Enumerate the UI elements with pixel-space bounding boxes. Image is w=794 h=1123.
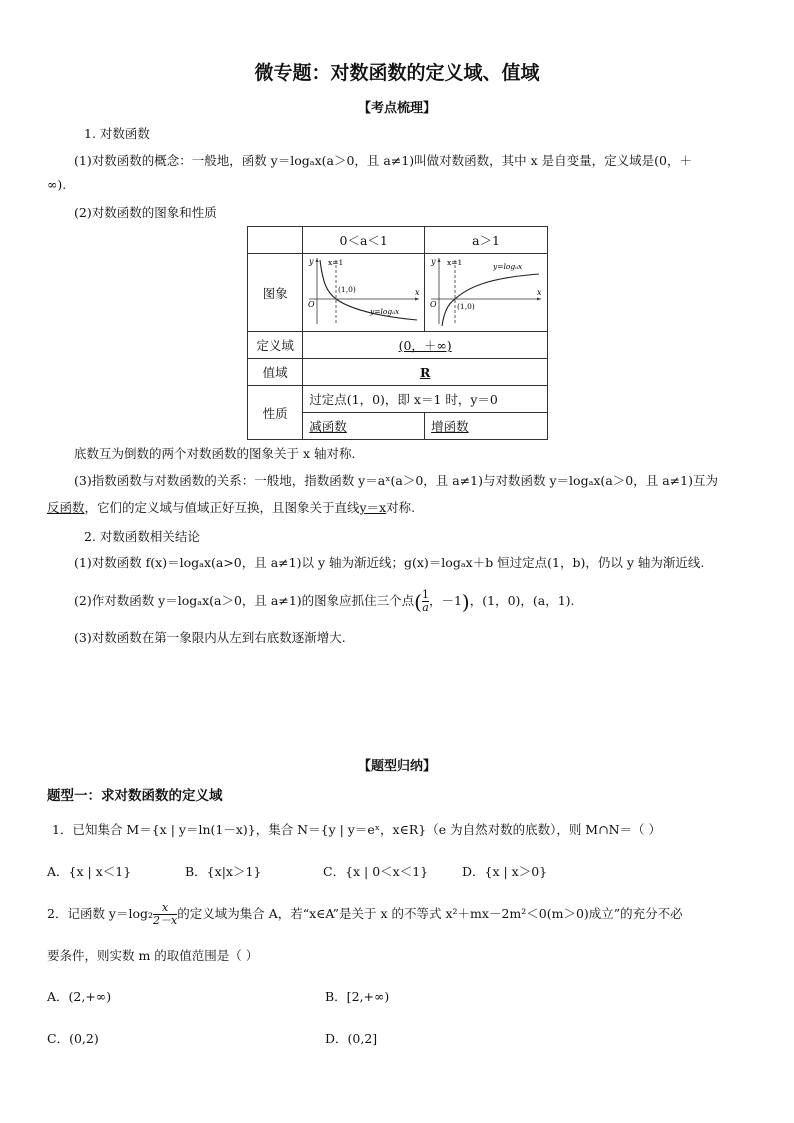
graph-left-origin: O [307, 300, 315, 309]
q2-fraction-denominator: 2－x [153, 914, 178, 927]
point2-line2-end: ，(1，0)，(a，1). [469, 593, 575, 608]
q2-option-d[interactable]: D．(0,2] [325, 1031, 378, 1046]
row-label-range: 值域 [248, 359, 303, 386]
point2-line3: (3)对数函数在第一象限内从左到右底数逐渐增大. [74, 630, 346, 645]
graph-left-function: y=logₐx [369, 307, 399, 316]
type1-heading: 题型一：求对数函数的定义域 [47, 788, 223, 804]
graph-right-function: y=logₐx [493, 262, 523, 271]
q1-option-c[interactable]: C．{x | 0＜x＜1} [323, 864, 429, 879]
section-heading-types: 【题型归纳】 [357, 759, 436, 774]
fraction-denominator: a [422, 601, 429, 614]
q2-stem-line1 [47, 902, 683, 927]
row-label-graph: 图象 [248, 254, 303, 332]
inverse-function-text: ，它们的定义域与值域正好互换，且图象关于直线 [84, 500, 360, 515]
decreasing-log-graph [305, 254, 423, 328]
graph-right-x1-label: x=1 [447, 258, 463, 267]
q2-option-b[interactable]: B．[2,+∞) [325, 989, 390, 1004]
row-label-domain: 定义域 [248, 332, 303, 359]
q2-stem-start: 2．记函数 y＝log₂ [47, 906, 154, 921]
graph-left-y-label: y [308, 257, 314, 266]
point1-line2: (2)对数函数的图象和性质 [74, 205, 217, 220]
graph-left-x1-label: x=1 [327, 258, 343, 267]
inverse-function-end: 对称. [386, 500, 416, 515]
table-corner [248, 227, 303, 254]
q2-fraction [153, 902, 177, 927]
graph-left-point: (1,0) [337, 285, 356, 294]
decreasing-property: 减函数 [303, 413, 425, 440]
fraction-numerator: 1 [421, 588, 429, 601]
point1-line1: (1)对数函数的概念：一般地，函数 y＝logₐx(a＞0，且 a≠1)叫做对数函数，其中 x 是自变量，定义域是(0，＋ [74, 153, 692, 168]
graph-increasing-cell [425, 254, 548, 332]
graph-right-origin: O [430, 300, 437, 309]
paren-close: ) [461, 590, 470, 614]
point1-line1-cont: ∞). [47, 177, 67, 192]
header-a-gt-1: a＞1 [425, 227, 548, 254]
point2-line2 [74, 589, 575, 614]
increasing-log-graph [427, 254, 545, 328]
q1-option-a[interactable]: A．{x | x＜1} [47, 864, 132, 879]
symmetry-line-term: y＝x [359, 500, 387, 515]
inverse-function-line: (3)指数函数与对数函数的关系：一般地，指数函数 y＝aˣ(a＞0，且 a≠1)与对数函数 y＝logₐx(a＞0，且 a≠1)互为 [74, 473, 718, 488]
page-title: 微专题：对数函数的定义域、值域 [254, 62, 540, 84]
log-function-property-table [247, 226, 548, 440]
range-value: R [303, 359, 548, 386]
fixed-point-property: 过定点(1，0)，即 x＝1 时，y＝0 [303, 386, 548, 413]
fraction-tail: ，－1 [428, 593, 462, 608]
q2-stem-rest: 的定义域为集合 A，若“x∈A”是关于 x 的不等式 x²＋mx－2m²＜0(m＞0)成立”的充分不必 [177, 906, 683, 921]
graph-right-x-label: x [537, 288, 542, 297]
header-0-lt-a-lt-1: 0＜a＜1 [303, 227, 425, 254]
reciprocal-base-note: 底数互为倒数的两个对数函数的图象关于 x 轴对称. [74, 446, 356, 461]
graph-right-point: (1,0) [457, 302, 475, 311]
paren-open: ( [414, 590, 422, 614]
inverse-function-line-cont [47, 498, 415, 516]
section-heading-summary: 【考点梳理】 [357, 101, 436, 116]
graph-left-x-label: x [414, 288, 420, 297]
graph-right-y-label: y [431, 257, 436, 266]
q1-option-d[interactable]: D．{x | x＞0} [462, 864, 548, 879]
q2-option-c[interactable]: C．(0,2) [47, 1031, 99, 1046]
q1-stem: 1．已知集合 M＝{x | y＝ln(1－x)}，集合 N＝{y | y＝eˣ，x∈R}（e 为自然对数的底数），则 M∩N＝（ ） [52, 822, 661, 837]
point2-line2-text: (2)作对数函数 y＝logₐx(a＞0，且 a≠1)的图象应抓住三个点 [74, 593, 415, 608]
domain-value: (0，＋∞) [303, 332, 548, 359]
point1-heading: 1. 对数函数 [84, 126, 150, 141]
fraction-1-over-a [422, 589, 429, 614]
inverse-function-term: 反函数 [47, 500, 85, 515]
q1-option-b[interactable]: B．{x|x＞1} [185, 864, 262, 879]
row-label-properties: 性质 [248, 386, 303, 440]
graph-decreasing-cell [303, 254, 425, 332]
increasing-property: 增函数 [425, 413, 548, 440]
q2-option-a[interactable]: A．(2,+∞) [47, 989, 112, 1004]
point2-line1: (1)对数函数 f(x)＝logₐx(a>0，且 a≠1)以 y 轴为渐近线；g(x)＝logₐx＋b 恒过定点(1，b)，仍以 y 轴为渐近线. [74, 555, 705, 570]
q2-stem-line2: 要条件，则实数 m 的取值范围是（ ） [47, 948, 259, 963]
point2-heading: 2. 对数函数相关结论 [84, 529, 200, 544]
q2-fraction-numerator: x [153, 902, 177, 915]
